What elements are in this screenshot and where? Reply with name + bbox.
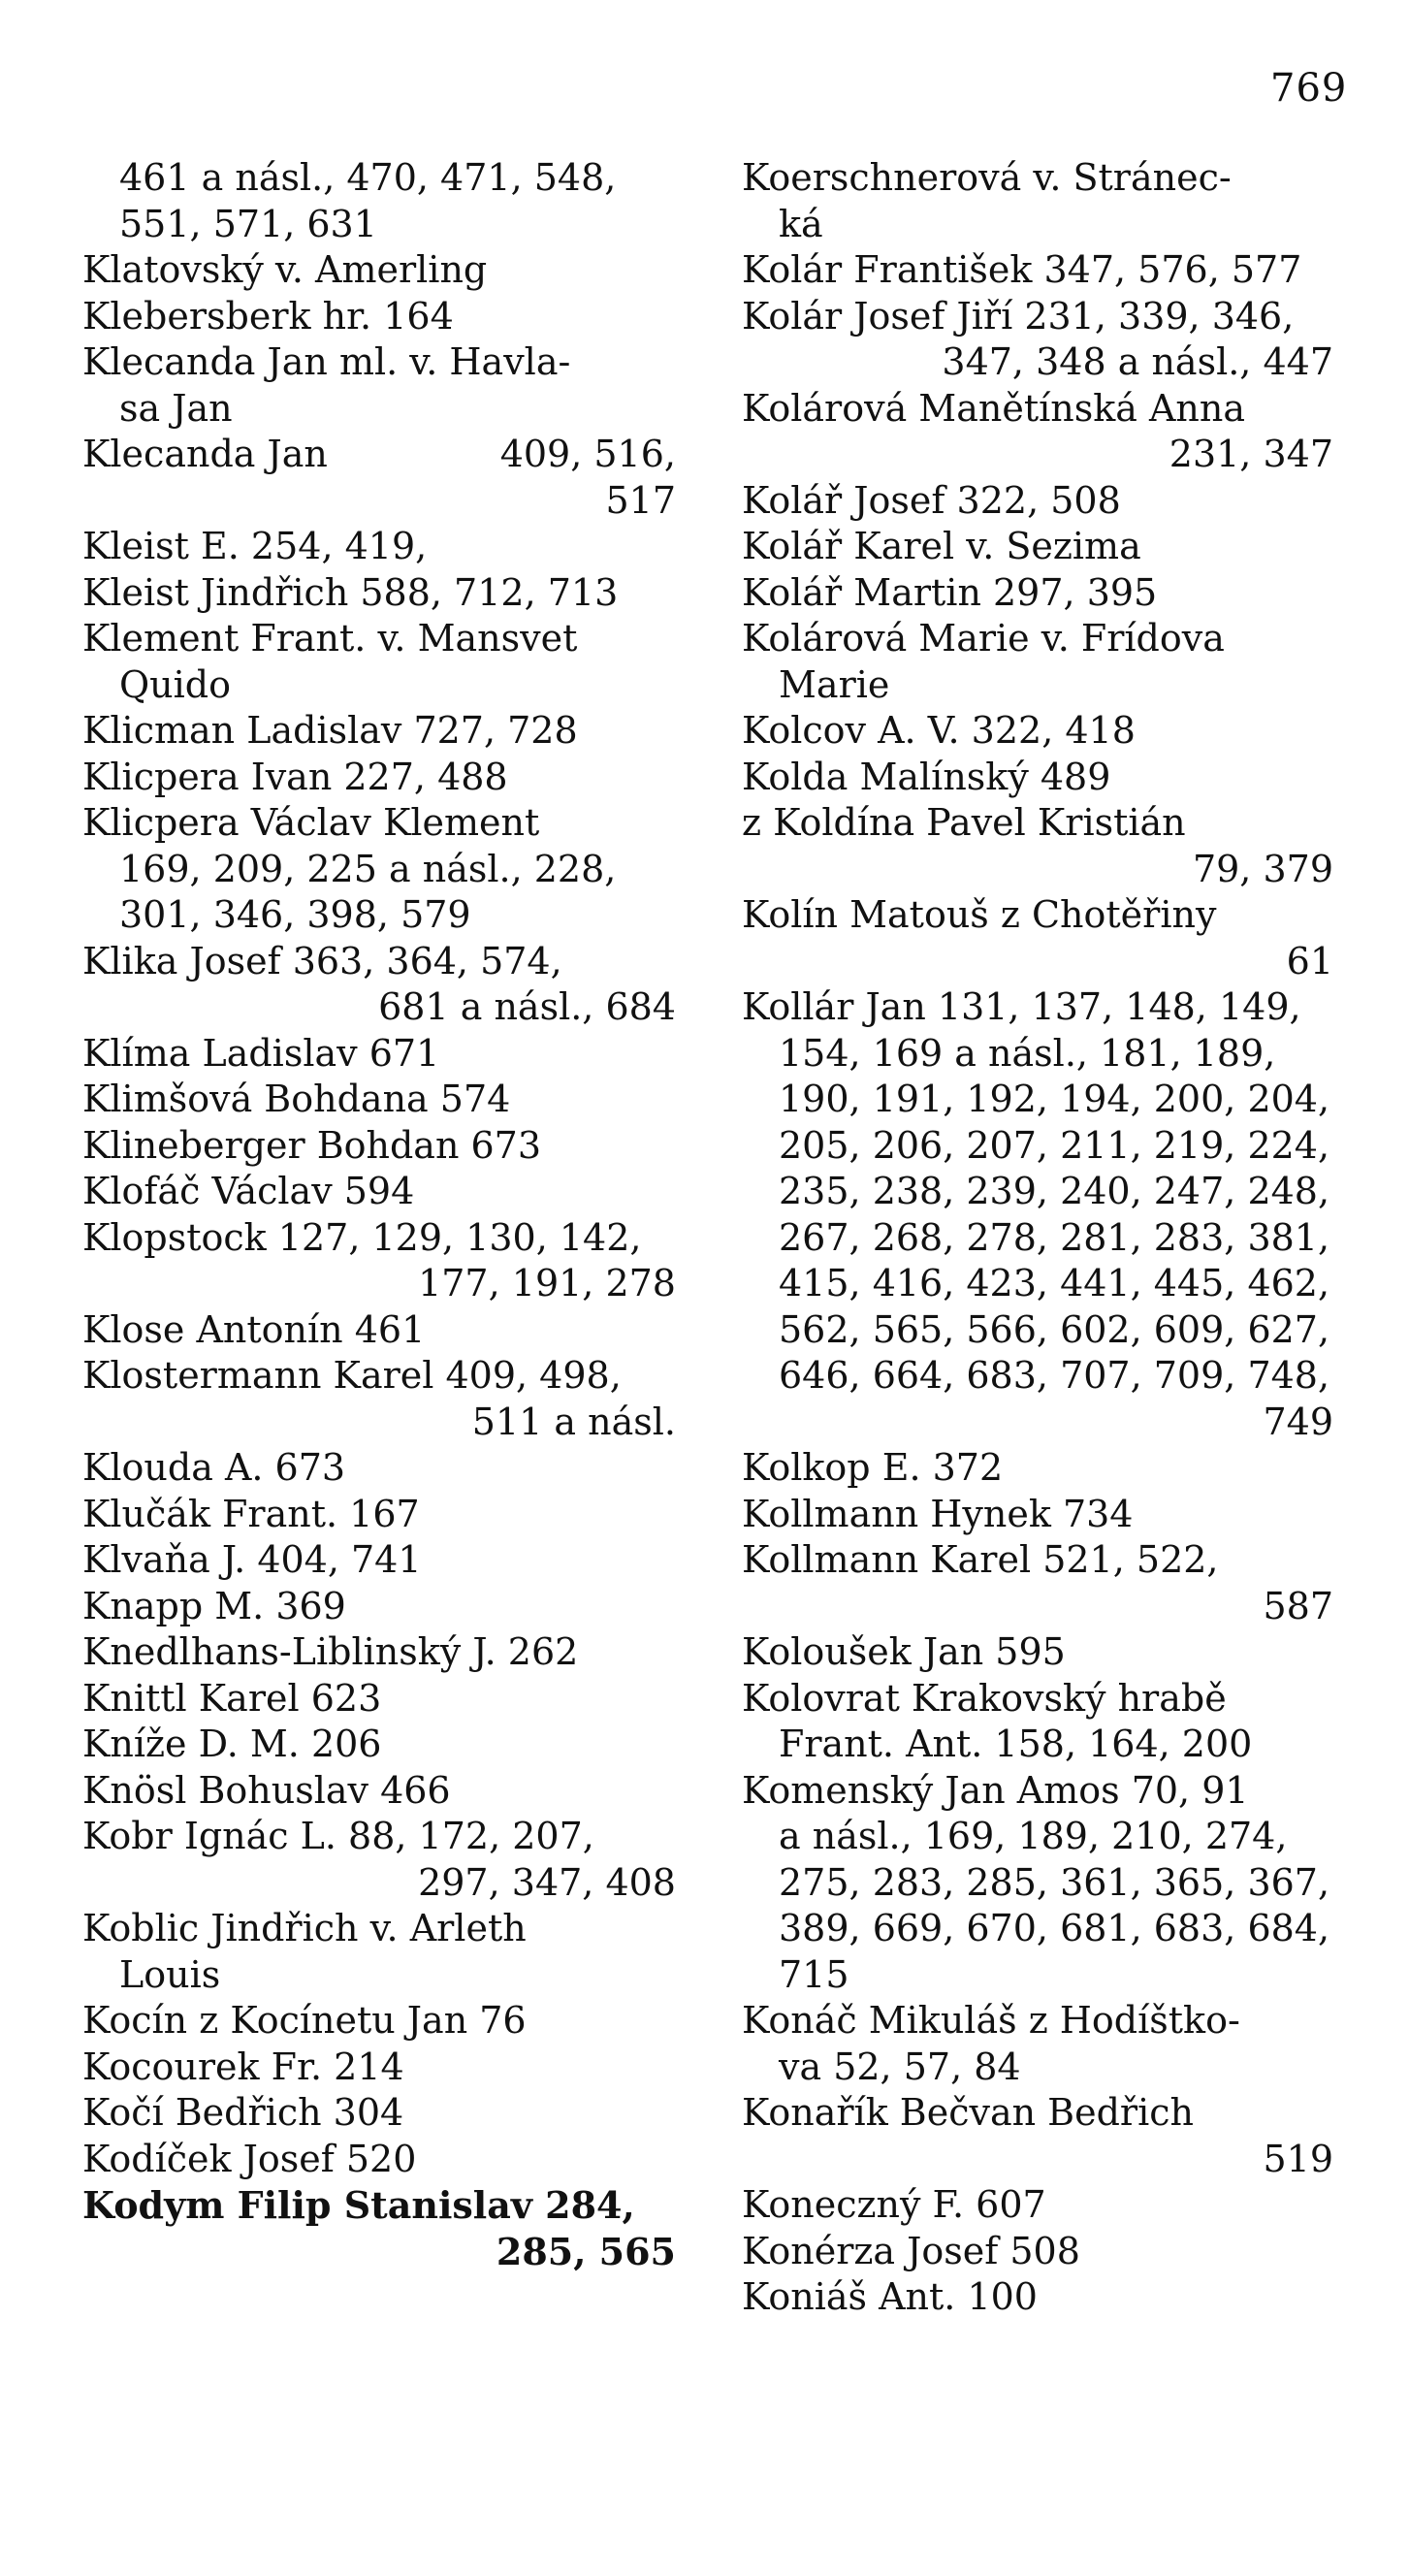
index-entry (82, 1768, 676, 1815)
index-entry-line: Marie (779, 662, 890, 706)
index-column-left (82, 155, 676, 2274)
index-entry-line: Klineberger Bohdan 673 (82, 1123, 542, 1167)
index-entry-line: 154, 169 a násl., 181, 189, (779, 1031, 1276, 1075)
index-entry-line: 646, 664, 683, 707, 709, 748, (779, 1354, 1330, 1397)
index-entry (742, 2274, 1333, 2321)
index-entry-line: Klouda A. 673 (82, 1446, 346, 1489)
index-entry-line: Konérza Josef 508 (742, 2229, 1080, 2272)
index-entry-line: Kníže D. M. 206 (82, 1723, 382, 1765)
index-entry-line: Kolář Martin 297, 395 (742, 570, 1158, 614)
index-entry (742, 1629, 1333, 1676)
index-entry-line: Klement Frant. v. Mansvet (82, 617, 578, 660)
index-entry (82, 1077, 676, 1123)
index-entry (742, 1676, 1333, 1768)
index-entry-line: 235, 238, 239, 240, 247, 248, (779, 1170, 1330, 1212)
index-entry-line: Konáč Mikuláš z Hodíštko- (742, 1999, 1240, 2042)
index-entry-line: 347, 348 a násl., 447 (942, 340, 1333, 383)
index-entry (82, 524, 676, 570)
index-entry-line: va 52, 57, 84 (779, 2045, 1021, 2088)
index-entry-line: Kolovrat Krakovský hrabě (742, 1676, 1227, 1720)
index-entry-line: a násl., 169, 189, 210, 274, (779, 1815, 1288, 1857)
index-entry-line: Kolář Karel v. Sezima (742, 525, 1141, 567)
index-entry-line: Kolárová Manětínská Anna (742, 386, 1246, 430)
index-entry (82, 2182, 676, 2274)
index-entry (82, 432, 676, 524)
index-entry-line: Klučák Frant. 167 (82, 1492, 420, 1535)
index-column-right (742, 155, 1333, 2321)
index-entry-line: Klimšová Bohdana 574 (82, 1078, 511, 1120)
index-entry (742, 2090, 1333, 2182)
index-entry (82, 800, 676, 939)
index-entry-line: 511 a násl. (471, 1400, 676, 1443)
index-entry-line: ká (779, 202, 823, 245)
index-entry (82, 1537, 676, 1584)
index-entry-line: Klicpera Václav Klement (82, 801, 540, 844)
index-entry-line: Kleist Jindřich 588, 712, 713 (82, 570, 619, 614)
index-entry (82, 616, 676, 708)
index-entry (82, 155, 676, 247)
index-entry-line: Knedlhans-Liblinský J. 262 (82, 1630, 579, 1673)
index-entry-line: Kodíček Josef 520 (82, 2137, 417, 2180)
index-entry (742, 1492, 1333, 1538)
index-entry-line: 275, 283, 285, 361, 365, 367, (779, 1860, 1330, 1904)
index-entry (82, 247, 676, 294)
index-entry-line: Klecanda Jan ml. v. Havla- (82, 340, 571, 383)
index-entry (82, 2045, 676, 2091)
index-entry (82, 1492, 676, 1538)
index-entry-line: Klebersberk hr. 164 (82, 294, 454, 338)
index-entry-line: Knösl Bohuslav 466 (82, 1768, 451, 1812)
index-entry-line: 551, 571, 631 (119, 202, 377, 245)
index-entry-line: Kolín Matouš z Chotěřiny (742, 893, 1217, 936)
index-entry-line: 715 (779, 1952, 849, 1996)
index-entry-line: Kolda Malínský 489 (742, 755, 1111, 798)
index-entry (742, 570, 1333, 617)
index-entry-line: Koniáš Ant. 100 (742, 2275, 1038, 2318)
index-entry (742, 800, 1333, 892)
index-entry-line: 749 (1263, 1400, 1333, 1443)
index-entry (742, 247, 1333, 294)
index-entry (82, 1629, 676, 1676)
index-entry-line: z Koldína Pavel Kristián (742, 801, 1186, 844)
index-entry-line: 169, 209, 225 a násl., 228, (119, 847, 617, 890)
index-entry-line: Kocín z Kocínetu Jan 76 (82, 1999, 527, 2042)
index-entry-line: 415, 416, 423, 441, 445, 462, (779, 1262, 1330, 1304)
index-entry-line: Knittl Karel 623 (82, 1676, 382, 1720)
index-entry (82, 2090, 676, 2137)
index-entry (82, 1215, 676, 1307)
index-entry-line: Louis (119, 1952, 221, 1996)
index-entry-line: Koloušek Jan 595 (742, 1630, 1066, 1673)
index-entry-line: Quido (119, 662, 231, 706)
index-entry (742, 755, 1333, 801)
index-entry-line: Klostermann Karel 409, 498, (82, 1354, 622, 1397)
index-entry-line: 231, 347 (1169, 433, 1333, 475)
index-entry-line: 301, 346, 398, 579 (119, 893, 471, 936)
index-entry (82, 1169, 676, 1215)
index-entry-line: Kolcov A. V. 322, 418 (742, 709, 1136, 752)
index-entry-line: 587 (1263, 1584, 1333, 1627)
index-entry (742, 984, 1333, 1445)
index-entry (742, 1768, 1333, 1999)
index-entry (82, 1906, 676, 1998)
index-entry-line: Klíma Ladislav 671 (82, 1031, 440, 1075)
index-entry (82, 1445, 676, 1492)
index-entry-line: Kodym Filip Stanislav 284, (82, 2183, 635, 2227)
index-entry-line: Klicpera Ivan 227, 488 (82, 755, 508, 798)
index-entry (82, 339, 676, 432)
index-entry (742, 1445, 1333, 1492)
index-entry-line: 61 (1286, 939, 1333, 982)
index-entry (82, 1123, 676, 1170)
index-entry-line: Konařík Bečvan Bedřich (742, 2091, 1194, 2134)
index-entry-line (82, 432, 676, 478)
index-entry-line: Koblic Jindřich v. Arleth (82, 1907, 527, 1949)
index-entry-line: Kolár František 347, 576, 577 (742, 248, 1302, 291)
index-entry-line: 389, 669, 670, 681, 683, 684, (779, 1907, 1330, 1949)
index-entry (742, 478, 1333, 525)
index-entry-line: sa Jan (119, 386, 233, 430)
index-entry-line: Frant. Ant. 158, 164, 200 (779, 1723, 1253, 1765)
index-entry-line: Komenský Jan Amos 70, 91 (742, 1768, 1249, 1812)
index-entry (742, 616, 1333, 708)
index-entry (82, 1722, 676, 1768)
index-entry-line: Kleist E. 254, 419, (82, 525, 428, 567)
index-entry-line: Kocourek Fr. 214 (82, 2045, 404, 2088)
index-entry-line: 190, 191, 192, 194, 200, 204, (779, 1078, 1330, 1120)
index-entry-line: Koneczný F. 607 (742, 2183, 1046, 2226)
index-entry-line: Kočí Bedřich 304 (82, 2091, 404, 2134)
index-entry-line: 461 a násl., 470, 471, 548, (119, 156, 617, 199)
index-entry (82, 755, 676, 801)
index-entry-line: Klose Antonín 461 (82, 1307, 426, 1351)
index-entry (82, 1676, 676, 1723)
index-entry (742, 524, 1333, 570)
index-entry (82, 1353, 676, 1445)
index-entry (82, 1814, 676, 1906)
index-entry-line: 177, 191, 278 (418, 1262, 676, 1304)
index-entry-line: Kolárová Marie v. Frídova (742, 617, 1225, 660)
index-entry (82, 939, 676, 1031)
index-entry-line: 519 (1263, 2137, 1333, 2180)
index-entry (82, 570, 676, 617)
index-entry (742, 892, 1333, 984)
index-entry (742, 386, 1333, 478)
index-entry-line: Klvaňa J. 404, 741 (82, 1538, 422, 1581)
index-entry-line: 517 (605, 478, 676, 522)
index-entry-line: Kollmann Karel 521, 522, (742, 1538, 1219, 1581)
index-entry (82, 294, 676, 340)
index-entry (82, 1307, 676, 1354)
page-number: 769 (1270, 66, 1348, 111)
index-entry (82, 1031, 676, 1078)
index-entry (742, 155, 1333, 247)
index-entry-line: Klatovský v. Amerling (82, 248, 488, 291)
index-entry-line: 205, 206, 207, 211, 219, 224, (779, 1123, 1330, 1167)
index-entry-line: Kolář Josef 322, 508 (742, 478, 1121, 522)
index-entry-line: 681 a násl., 684 (378, 985, 676, 1028)
index-entry (82, 2137, 676, 2183)
index-entry-line: Klicman Ladislav 727, 728 (82, 709, 578, 752)
index-entry-line: Knapp M. 369 (82, 1584, 346, 1627)
index-entry-line: 562, 565, 566, 602, 609, 627, (779, 1307, 1330, 1351)
index-entry (742, 2182, 1333, 2229)
index-entry-line: Kobr Ignác L. 88, 172, 207, (82, 1815, 594, 1857)
index-entry (742, 294, 1333, 386)
index-entry-line: Kolár Josef Jiří 231, 339, 346, (742, 294, 1295, 338)
index-entry-line: Klika Josef 363, 364, 574, (82, 939, 562, 982)
index-entry (742, 1537, 1333, 1629)
entry-pages: 409, 516, (499, 433, 676, 475)
index-entry-line: 297, 347, 408 (418, 1860, 676, 1904)
index-entry (742, 708, 1333, 755)
index-entry (742, 2229, 1333, 2275)
index-entry-line: 267, 268, 278, 281, 283, 381, (779, 1215, 1330, 1259)
index-entry-line: Kolkop E. 372 (742, 1446, 1004, 1489)
index-entry-line: Koerschnerová v. Stránec- (742, 156, 1232, 199)
index-entry (82, 708, 676, 755)
index-entry-line: Kollmann Hynek 734 (742, 1492, 1134, 1535)
index-entry-line: 79, 379 (1192, 847, 1333, 890)
index-entry (82, 1998, 676, 2045)
index-entry-line: Klofáč Václav 594 (82, 1170, 415, 1212)
index-entry-line: 285, 565 (496, 2229, 676, 2273)
index-entry-line: Klopstock 127, 129, 130, 142, (82, 1215, 642, 1259)
index-entry-line: Kollár Jan 131, 137, 148, 149, (742, 985, 1301, 1028)
index-entry (742, 1998, 1333, 2090)
index-entry (82, 1584, 676, 1630)
entry-name: Klecanda Jan (82, 433, 328, 475)
